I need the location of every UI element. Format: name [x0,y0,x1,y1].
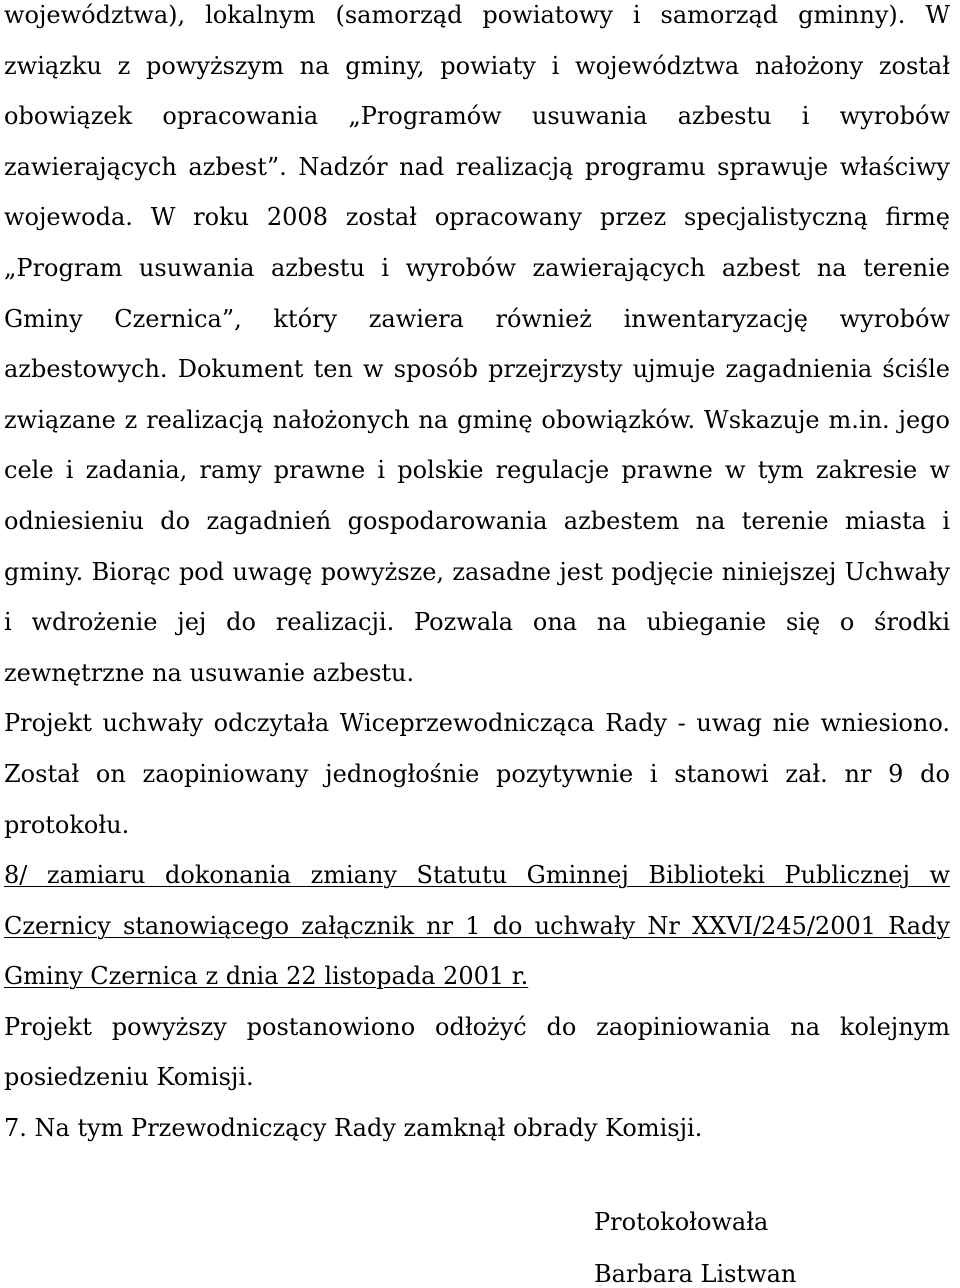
signature-name: Barbara Listwan [594,1260,797,1288]
paragraph-closing: 7. Na tym Przewodniczący Rady zamknął obrady Komisji. [4,1114,703,1143]
agenda-item-8-heading: 8/ zamiaru dokonania zmiany Statutu Gminnej Biblioteki Publicznej w Czernicy stanowiącego załącznik nr 1 do uchwały Nr XXVI/245/2001 Rady Gminy Czernica z dnia 22 listopada 2001 r. [4,861,950,991]
signature-title: Protokołowała [594,1208,769,1236]
paragraph-postponement: Projekt powyższy postanowiono odłożyć do zaopiniowania na kolejnym posiedzeniu Komisji. [4,1012,950,1092]
document-body [4,0,950,1154]
paragraph-asbestos-program: województwa), lokalnym (samorząd powiatowy i samorząd gminny). W związku z powyższym na gminy, powiaty i województwa nałożony został obowiązek opracowania „Programów usuwania azbestu i wyrobów zawierających azbest”. Nadzór nad realizacją programu sprawuje właściwy wojewoda. W roku 2008 został opracowany przez specjalistyczną firmę „Program usuwania azbestu i wyrobów zawierających azbest na terenie Gminy Czernica”, który zawiera również inwentaryzację wyrobów azbestowych. Dokument ten w sposób przejrzysty ujmuje zagadnienia ściśle związane z realizacją nałożonych na gminę obowiązków. Wskazuje m.in. jego cele i zadania, ramy prawne i polskie regulacje prawne w tym zakresie w odniesieniu do zagadnień gospodarowania azbestem na terenie miasta i gminy. Biorąc pod uwagę powyższe, zasadne jest podjęcie niniejszej Uchwały i wdrożenie jej do realizacji. Pozwala ona na ubieganie się o środki zewnętrzne na usuwanie azbestu. [4,1,950,687]
paragraph-resolution-opinion: Projekt uchwały odczytała Wiceprzewodnicząca Rady - uwag nie wniesiono. Został on zaopiniowany jednogłośnie pozytywnie i stanowi zał. nr 9 do protokołu. [4,709,950,839]
